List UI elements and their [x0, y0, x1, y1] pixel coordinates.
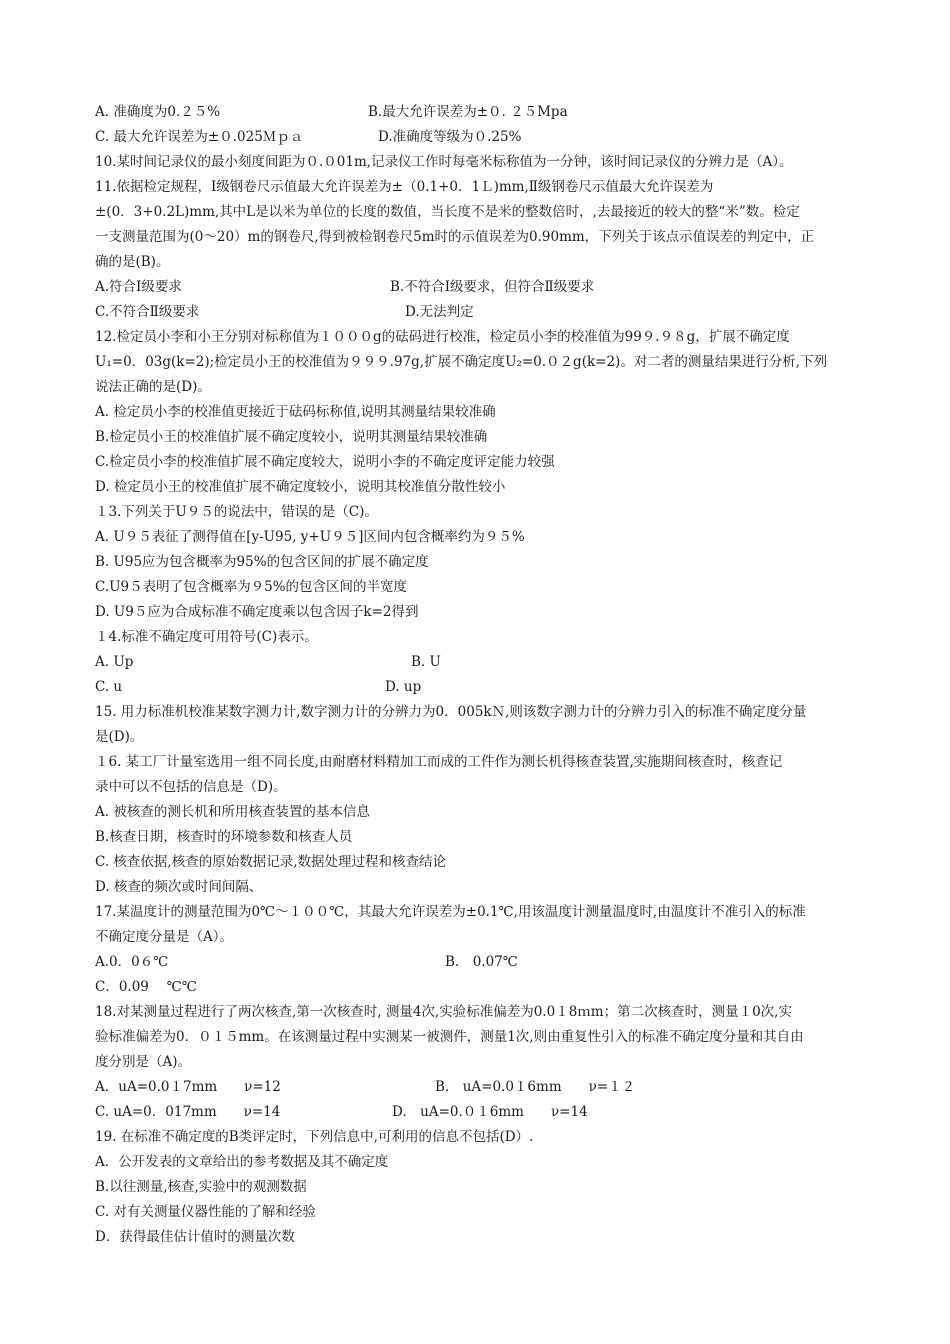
text-line: 度分别是（A)。 [95, 1054, 192, 1070]
option-right: D. up [385, 679, 422, 695]
text-line: C.检定员小李的校准值扩展不确定度较大，说明小李的不确定度评定能力较强 [95, 454, 555, 470]
option-left: A．uA=0.0１7mm ν=12 [95, 1079, 281, 1095]
option-right: D.无法判定 [405, 304, 474, 320]
option-left: A. Up [95, 654, 134, 670]
option-row [95, 675, 860, 700]
text-line: 18.对某测量过程进行了两次核查,第一次核查时, 测量4次,实验标准偏差为0.0１8ｍm；第二次核查时，测量１0次,实 [95, 1004, 792, 1020]
text-line: 19. 在标准不确定度的B类评定时，下列信息中,可利用的信息不包括(D）. [95, 1129, 534, 1145]
text-line: D．获得最佳估计值时的测量次数 [95, 1229, 295, 1245]
text-line: ±(0．3+0.2L)mm,其中L是以米为单位的长度的数值，当长度不是米的整数倍时，,去最接近的较大的整“米”数。检定 [95, 204, 800, 220]
text-line: U₁=0．03g(k=2);检定员小王的校准值为９９９.97g,扩展不确定度U₂=0.０２g(k=2)。对二者的测量结果进行分析,下列 [95, 354, 828, 370]
text-line: １4.标准不确定度可用符号(C)表示。 [95, 629, 318, 645]
text-line: 12.检定员小李和小王分别对标称值为１０００g的砝码进行校准，检定员小李的校准值为99９.９８g，扩展不确定度 [95, 329, 790, 345]
text-line: B.检定员小王的校准值扩展不确定度较小，说明其测量结果较准确 [95, 429, 488, 445]
option-right: B.最大允许误差为±０. ２５Mpa [368, 104, 568, 120]
option-right: D. uA=0.０１6mm ν=14 [392, 1104, 588, 1120]
option-right: D.准确度等级为０.25% [378, 129, 522, 145]
option-left: A.符合Ⅰ级要求 [95, 279, 182, 295]
text-line: 11.依据检定规程，Ⅰ级钢卷尺示值最大允许误差为±（0.1+0．1Ｌ)mm,Ⅱ级钢卷尺示值最大允许误差为 [95, 179, 714, 195]
text-line: B.核查日期，核查时的环境参数和核查人员 [95, 829, 353, 845]
option-right: B. uA=0.0１6mm ν=１２ [435, 1079, 636, 1095]
option-right: B.不符合Ⅰ级要求，但符合Ⅱ级要求 [390, 279, 595, 295]
text-line: １3.下列关于U９５的说法中，错误的是（C)。 [95, 504, 378, 520]
option-left: C. u [95, 679, 123, 695]
document-body [95, 100, 860, 1250]
text-line: A. U９５表征了测得值在[y-U95, y+U９５]区间内包含概率约为９５% [95, 529, 525, 545]
option-row [95, 1100, 860, 1125]
text-line: D. 核查的频次或时间间隔、 [95, 879, 263, 895]
option-row [95, 125, 860, 150]
option-row [95, 1075, 860, 1100]
text-line: １6. 某工厂计量室选用一组不同长度,由耐磨材料精加工而成的工件作为测长机得核查装置,实施期间核查时，核查记 [95, 754, 783, 770]
text-line: B.以往测量,核查,实验中的观测数据 [95, 1179, 307, 1195]
option-left: A. 准确度为0.２５% [95, 104, 221, 120]
text-line: 不确定度分量是（A）。 [95, 929, 233, 945]
option-left: C.不符合Ⅱ级要求 [95, 304, 200, 320]
option-right: B. 0.07℃ [445, 954, 518, 970]
option-row [95, 100, 860, 125]
text-line: A. 被核查的测长机和所用核查装置的基本信息 [95, 804, 370, 820]
option-row [95, 650, 860, 675]
text-line: 17.某温度计的测量范围为0℃～１００℃，其最大允许误差为±0.1℃,用该温度计测量温度时,由温度计不准引入的标准 [95, 904, 806, 920]
text-line: D. 检定员小王的校准值扩展不确定度较小，说明其校准值分散性较小 [95, 479, 506, 495]
text-line: A．公开发表的文章给出的参考数据及其不确定度 [95, 1154, 389, 1170]
text-line: C．0.09 ℃℃ [95, 979, 197, 995]
text-line: 确的是(B)。 [95, 254, 170, 270]
text-line: C. 核查依据,核查的原始数据记录,数据处理过程和核查结论 [95, 854, 447, 870]
text-line: C.U9５表明了包含概率为９5%的包含区间的半宽度 [95, 579, 408, 595]
option-left: C. uA=0．017mm ν=14 [95, 1104, 281, 1120]
text-line: 15. 用力标准机校准某数字测力计,数字测力计的分辨力为0．005kＮ,则该数字测力计的分辨力引入的标准不确定度分量 [95, 704, 807, 720]
text-line: 10.某时间记录仪的最小刻度间距为０.０01m,记录仪工作时每毫米标称值为一分钟，该时间记录仪的分辨力是（A）。 [95, 154, 793, 170]
option-row [95, 275, 860, 300]
text-line: D. U9５应为合成标准不确定度乘以包含因子k=2得到 [95, 604, 419, 620]
option-left: C. 最大允许误差为±０.025Ｍｐａ [95, 129, 304, 145]
option-right: B. U [411, 654, 441, 670]
text-line: C. 对有关测量仪器性能的了解和经验 [95, 1204, 316, 1220]
text-line: 录中可以不包括的信息是（D)。 [95, 779, 287, 795]
option-left: A.0．0６℃ [95, 954, 169, 970]
text-line: A. 检定员小李的校准值更接近于砝码标称值,说明其测量结果较准确 [95, 404, 496, 420]
text-line: 是(D)。 [95, 729, 144, 745]
text-line: 一支测量范围为(0～20）m的钢卷尺,得到被检钢卷尺5m时的示值误差为0.90mm，下列关于该点示值误差的判定中，正 [95, 229, 815, 245]
text-line: 验标准偏差为0．０１５mm。在该测量过程中实测某一被测件，测量1次,则由重复性引入的标准不确定度分量和其自由 [95, 1029, 804, 1045]
text-line: B. U95应为包含概率为95%的包含区间的扩展不确定度 [95, 554, 429, 570]
option-row [95, 300, 860, 325]
option-row [95, 950, 860, 975]
text-line: 说法正确的是(D)。 [95, 379, 211, 395]
